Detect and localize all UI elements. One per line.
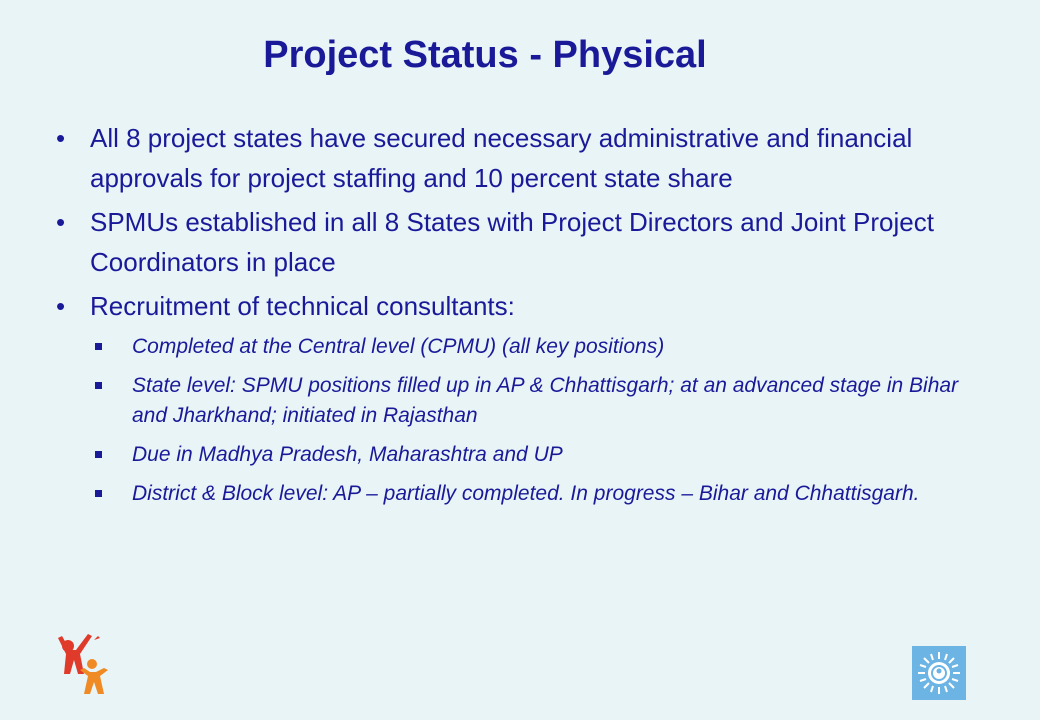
slide-title: Project Status - Physical <box>263 34 707 76</box>
bullet-dot-icon: • <box>56 123 66 153</box>
sub-bullet-text: Completed at the Central level (CPMU) (all key positions) <box>132 335 665 358</box>
square-bullet-icon <box>95 490 102 497</box>
sub-bullet-item <box>90 440 962 470</box>
square-bullet-icon <box>95 451 102 458</box>
bullet-item <box>52 286 962 509</box>
sub-bullet-list <box>90 332 962 509</box>
sub-bullet-text: Due in Madhya Pradesh, Maharashtra and UP <box>132 443 563 466</box>
sub-bullet-item <box>90 332 962 362</box>
bullet-dot-icon: • <box>56 291 66 321</box>
bullet-item <box>52 202 962 282</box>
square-bullet-icon <box>95 343 102 350</box>
bullet-text: All 8 project states have secured necessary administrative and financial approvals for project staffing and 10 percent state share <box>90 123 913 193</box>
people-family-logo-icon <box>54 630 110 696</box>
bullet-text: Recruitment of technical consultants: <box>90 291 515 321</box>
sub-bullet-text: District & Block level: AP – partially completed. In progress – Bihar and Chhattisgarh. <box>132 482 920 505</box>
square-bullet-icon <box>95 382 102 389</box>
bullet-list <box>52 118 962 518</box>
sub-bullet-text: State level: SPMU positions filled up in AP & Chhattisgarh; at an advanced stage in Bihar and Jharkhand; initiated in Rajasthan <box>132 374 959 427</box>
sun-emblem-logo-icon <box>912 646 966 700</box>
bullet-text: SPMUs established in all 8 States with Project Directors and Joint Project Coordinators in place <box>90 207 934 277</box>
sub-bullet-item <box>90 479 962 509</box>
sub-bullet-item <box>90 371 962 431</box>
bullet-dot-icon: • <box>56 207 66 237</box>
bullet-item <box>52 118 962 198</box>
